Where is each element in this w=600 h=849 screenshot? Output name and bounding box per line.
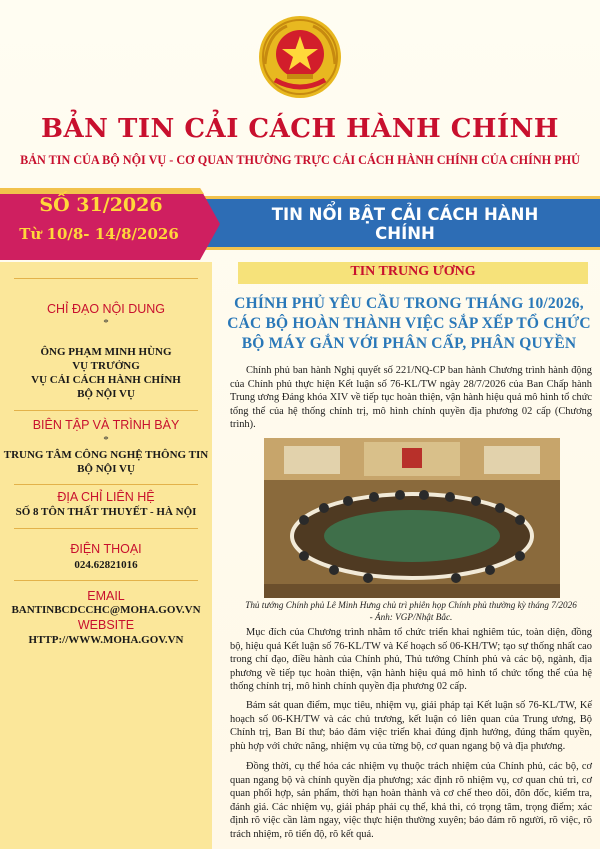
national-emblem-icon: [257, 14, 343, 100]
article-paragraph: Chính phủ ban hành Nghị quyết số 221/NQ-CP ban hành Chương trình hành động của Chính phủ thực hiện Kết luận số 76-KL/TW ngày 28/7/2026 của Ban Chấp hành Trung ương Đảng khóa XIV về tiếp tục hoàn thiện, vận hành hiệu quả mô hình tổ chức tổng thể của hệ thống chính trị, mô hình chính quyền địa phương 02 cấp (Chương trình).: [230, 365, 592, 431]
director-ministry: BỘ NỘI VỤ: [77, 388, 135, 400]
photo-caption-line: Thủ tướng Chính phủ Lê Minh Hưng chủ trì phiên họp Chính phủ thường kỳ tháng 7/2026: [245, 600, 577, 610]
website-heading: WEBSITE: [77, 618, 135, 632]
director-name: ÔNG PHẠM MINH HÙNG: [40, 346, 172, 358]
sidebar-divider: [14, 484, 198, 485]
address-value: SỐ 8 TÔN THẤT THUYẾT - HÀ NỘI: [15, 506, 197, 518]
editing-heading: BIÊN TẬP VÀ TRÌNH BÀY: [32, 418, 180, 432]
article-paragraph: Bám sát quan điểm, mục tiêu, nhiệm vụ, giải pháp tại Kết luận số 76-KL/TW, Kế hoạch số 06-KH/TW và các chủ trương, kết luận có liên quan của Trung ương, Bộ Chính trị, Ban Bí thư; bảo đảm việc triển khai đúng định hướng, đúng thẩm quyền, phù hợp với chức năng, nhiệm vụ của từng bộ, cơ quan ngang bộ và địa phương.: [230, 700, 592, 752]
sidebar-divider: [14, 278, 198, 279]
sidebar-divider: [14, 528, 198, 529]
star-separator: *: [103, 317, 109, 329]
star-separator: *: [103, 434, 109, 446]
address-heading: ĐỊA CHỈ LIÊN HỆ: [57, 490, 155, 504]
article-paragraph: Mục đích của Chương trình nhằm tổ chức triển khai nghiêm túc, toàn diện, đồng bộ, hiệu quả Kết luận số 76-KL/TW và Kế hoạch số 06-KH/TW; tạo sự thống nhất cao trong chỉ đạo, điều hành của Chính phủ, Thủ tướng Chính phủ và các bộ, ngành, địa phương về tiếp tục hoàn thiện, vận hành hiệu quả mô hình tổ chức tổng thể của hệ thống chính trị, mô hình chính quyền địa phương 02 cấp.: [230, 627, 592, 693]
article-title-line: CÁC BỘ HOÀN THÀNH VIỆC SẮP XẾP TỔ CHỨC: [227, 315, 591, 332]
highlight-headline: TIN NỔI BẬT CẢI CÁCH HÀNH CHÍNH: [271, 205, 539, 243]
editor-ministry: BỘ NỘI VỤ: [77, 463, 135, 475]
phone-value: 024.62821016: [74, 559, 138, 571]
meeting-photo: [264, 438, 560, 598]
photo-caption: [230, 600, 592, 623]
director-department: VỤ CẢI CÁCH HÀNH CHÍNH: [31, 374, 181, 386]
direction-heading: CHỈ ĐẠO NỘI DUNG: [46, 302, 166, 316]
editor-name: TRUNG TÂM CÔNG NGHỆ THÔNG TIN: [3, 449, 209, 461]
issue-number: SỐ 31/2026: [39, 194, 163, 216]
photo-caption-credit: - Ảnh: VGP/Nhật Bắc.: [369, 611, 453, 622]
sidebar-divider: [14, 580, 198, 581]
website-link[interactable]: HTTP://WWW.MOHA.GOV.VN: [28, 634, 184, 646]
issue-date-range: Từ 10/8- 14/8/2026: [19, 225, 179, 243]
section-tag: [238, 262, 588, 284]
section-tag-label: TIN TRUNG ƯƠNG: [350, 264, 476, 279]
newsletter-title: BẢN TIN CẢI CÁCH HÀNH CHÍNH: [41, 114, 559, 144]
director-position: VỤ TRƯỞNG: [72, 360, 140, 372]
newsletter-subtitle: BẢN TIN CỦA BỘ NỘI VỤ - CƠ QUAN THƯỜNG TRỰC CẢI CÁCH HÀNH CHÍNH CỦA CHÍNH PHỦ: [20, 153, 580, 167]
article-title-line: BỘ MÁY GẮN VỚI PHÂN CẤP, PHÂN QUYỀN: [241, 335, 577, 352]
article-title: [218, 294, 600, 354]
sidebar-divider: [14, 410, 198, 411]
email-heading: EMAIL: [87, 589, 125, 603]
sidebar: [0, 262, 212, 849]
article-title-line: CHÍNH PHỦ YÊU CẦU TRONG THÁNG 10/2026,: [234, 295, 584, 312]
article-paragraph: Đồng thời, cụ thể hóa các nhiệm vụ thuộc trách nhiệm của Chính phủ, các bộ, cơ quan ngang bộ và chính quyền địa phương; xác định rõ nhiệm vụ, cơ quan chủ trì, cơ quan phối hợp, sản phẩm, thời hạn hoàn thành và cơ chế theo dõi, đôn đốc, kiểm tra, đánh giá. Các nhiệm vụ, giải pháp phải cụ thể, khả thi, có trọng tâm, trọng điểm; xác định rõ việc cần làm ngay, việc thực hiện thường xuyên; bảo đảm rõ người, rõ việc, rõ trách nhiệm, rõ tiến độ, rõ kết quả.: [230, 761, 592, 840]
phone-heading: ĐIỆN THOẠI: [70, 542, 142, 556]
email-link[interactable]: BANTINBCDCCHC@MOHA.GOV.VN: [11, 604, 201, 616]
